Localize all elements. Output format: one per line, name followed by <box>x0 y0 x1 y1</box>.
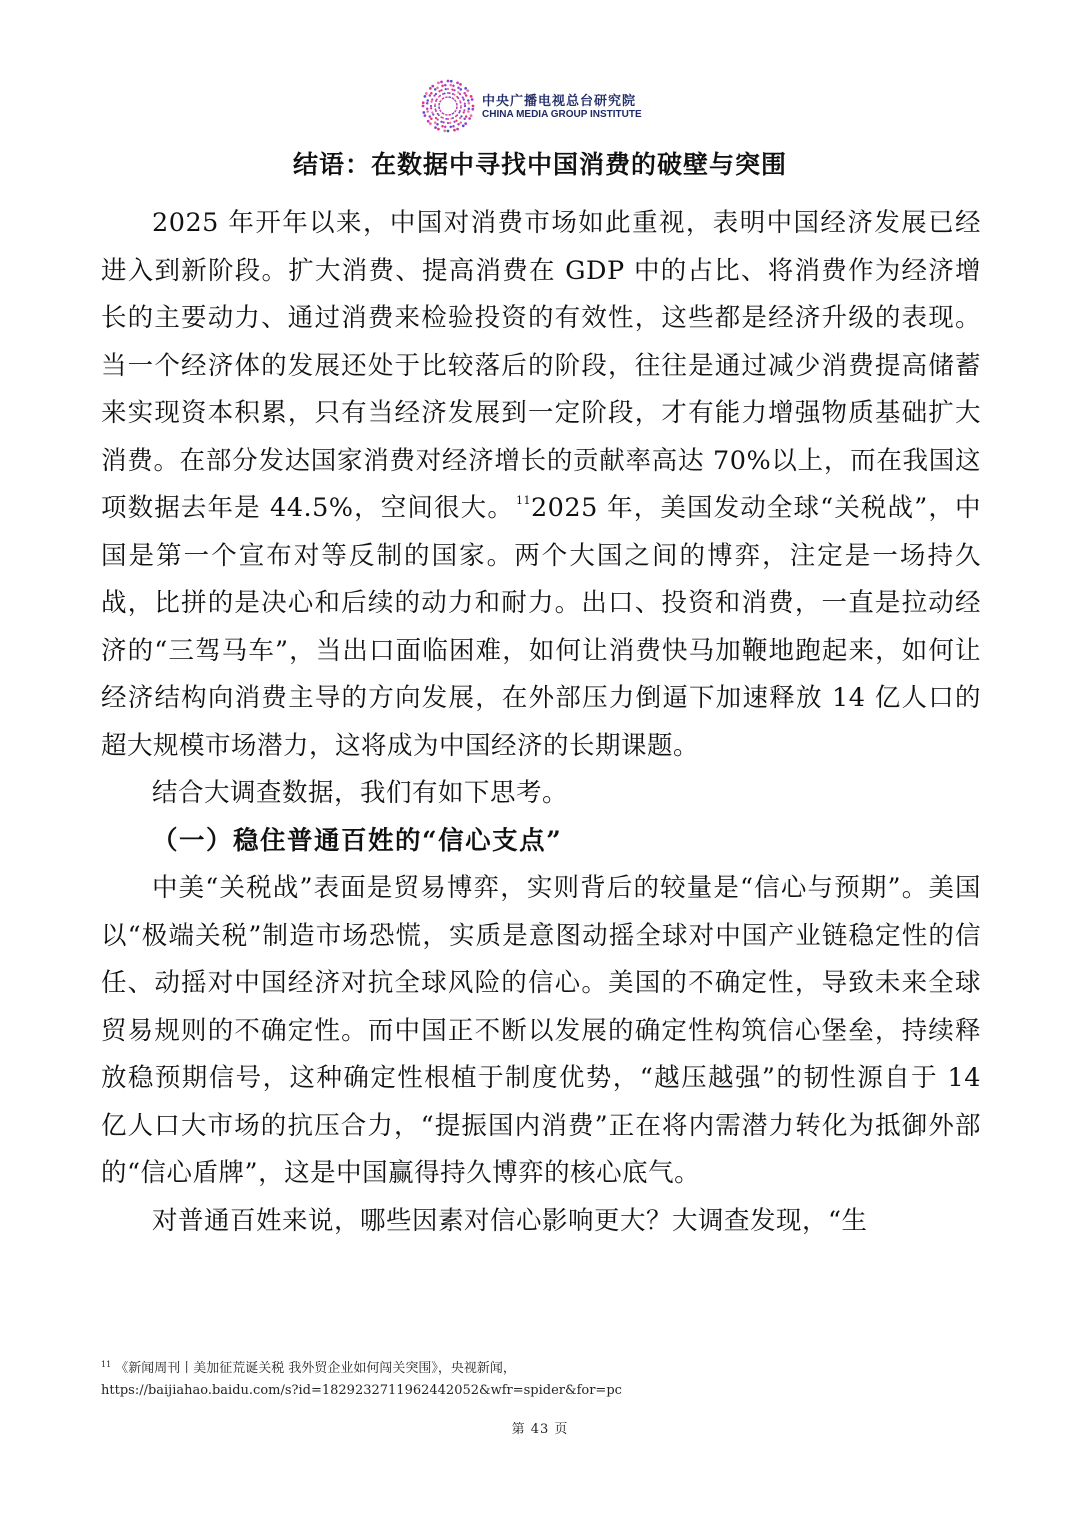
logo-dot <box>463 92 466 95</box>
logo-dot <box>431 98 433 100</box>
logo-dot <box>467 99 470 102</box>
logo-dot <box>437 113 439 115</box>
logo-dot <box>460 121 463 124</box>
logo-dot <box>472 105 475 108</box>
logo-dot <box>427 120 430 123</box>
logo-dot <box>452 125 455 128</box>
logo-dot <box>438 103 440 105</box>
logo-dot <box>435 117 437 119</box>
logo-dot <box>443 97 445 99</box>
logo-dot <box>462 124 465 127</box>
logo-dot <box>434 105 436 107</box>
logo-dot <box>468 107 471 110</box>
logo-dot <box>449 122 451 124</box>
logo-dot <box>430 105 432 107</box>
logo-dot <box>453 89 455 91</box>
footnote-citation <box>101 1354 981 1380</box>
logo-dot <box>463 118 466 121</box>
logo-dot <box>438 106 440 108</box>
logo-dot <box>465 115 468 118</box>
logo-dot <box>462 96 464 98</box>
page-number: 第 43 页 <box>511 1422 569 1437</box>
logo-dot <box>467 110 470 113</box>
logo-dot <box>434 88 437 91</box>
logo-dot <box>447 88 449 90</box>
logo-dot <box>453 121 455 123</box>
logo-dot <box>452 113 454 115</box>
logo-dot <box>444 92 446 94</box>
logo-dot <box>456 128 459 131</box>
logo-dot <box>451 88 453 90</box>
paragraph-thoughts-intro: 结合大调查数据，我们有如下思考。 <box>152 778 569 808</box>
logo-dot <box>422 111 425 114</box>
logo-dot <box>446 96 448 98</box>
logo-dot <box>426 110 429 113</box>
logo-dot <box>437 128 440 131</box>
org-name-en: CHINA MEDIA GROUP INSTITUTE <box>482 109 642 120</box>
logo-dot <box>444 126 447 129</box>
logo-dot <box>463 98 465 100</box>
logo-dot <box>429 94 432 97</box>
logo-dot <box>464 103 466 105</box>
logo-dot <box>438 90 440 92</box>
logo-dot <box>452 84 455 87</box>
logo-dot <box>459 83 462 86</box>
logo-dot <box>457 97 459 99</box>
logo-dot <box>454 94 456 96</box>
logo-dot <box>433 95 435 97</box>
logo-dot <box>453 129 456 132</box>
logo-dot <box>430 107 432 109</box>
logo-dot <box>445 118 447 120</box>
logo-dot <box>464 105 466 107</box>
logo-dot <box>447 130 450 133</box>
logo-dot <box>448 114 450 116</box>
logo-dot <box>440 89 442 91</box>
footnote-text: 《新闻周刊丨美加征荒诞关税 我外贸企业如何闯关突围》，央视新闻， <box>115 1361 516 1376</box>
logo-dot <box>447 118 449 120</box>
logo-dot <box>457 123 460 126</box>
logo-dot <box>470 95 473 98</box>
logo-dot <box>470 114 473 117</box>
logo-dot <box>441 116 443 118</box>
logo-dot <box>426 107 429 110</box>
body-text <box>101 200 981 1245</box>
logo-dot <box>471 108 474 111</box>
logo-dot <box>456 82 459 85</box>
logo-dot <box>471 98 474 101</box>
logo-dot <box>426 99 429 102</box>
logo-dot <box>447 92 449 94</box>
logo-dot <box>440 80 443 83</box>
logo-dot <box>432 113 434 115</box>
logo-dot <box>457 91 459 93</box>
logo-dot <box>460 102 462 104</box>
logo-dot <box>466 89 469 92</box>
logo-dot <box>444 84 447 87</box>
logo-dot <box>422 105 425 108</box>
logo-dot <box>425 92 428 95</box>
section-title: 结语：在数据中寻找中国消费的破壁与突围 <box>292 150 787 179</box>
footnote-number: 11 <box>101 1360 112 1369</box>
logo-dot <box>434 108 436 110</box>
logo-dot <box>465 94 468 97</box>
logo-dot <box>460 88 463 91</box>
logo-dot <box>459 117 461 119</box>
logo-dot <box>464 122 467 125</box>
logo-dot <box>430 100 432 102</box>
logo-dot <box>426 102 429 105</box>
logo-dot <box>463 109 465 111</box>
logo-dot <box>460 115 462 117</box>
logo-dot <box>440 121 442 123</box>
logo-dot <box>436 87 439 90</box>
logo-dot <box>429 115 432 118</box>
logo-dot <box>441 125 444 128</box>
logo-dot <box>460 107 462 109</box>
paragraph-consumption-stage <box>101 200 981 770</box>
logo-dot <box>449 96 451 98</box>
logo-dot <box>436 123 439 126</box>
logo-dot <box>450 80 453 83</box>
paragraph-tariff-war: 中美“关税战”表面是贸易博弈，实则背后的较量是“信心与预期”。美国以“极端关税”制造市场恐慌，实质是意图动摇全球对中国产业链稳定性的信任、动摇对中国经济对抗全球风险的信心。美国的不确定性，导致未来全球贸易规则的不确定性。而中国正不断以发展的确定性构筑信心堡垒，持续释放稳预期信号，这种确定性根植于制度优势，“越压越强”的韧性源自于 14 亿人口大市场的抗压合力，“提振国内消费”正在将内需潜力转化为抵御外部的“信心盾牌”，这是中国赢得持久博弈的核心底气。 <box>101 873 981 1188</box>
logo-dot <box>422 101 425 104</box>
logo-dot <box>449 92 451 94</box>
logo-dot <box>445 114 447 116</box>
logo-dot <box>431 85 434 88</box>
subheading-confidence: （一）稳住普通百姓的“信心支点” <box>152 825 563 856</box>
logo-dot <box>434 103 436 105</box>
logo-dot <box>454 111 456 113</box>
logo-dot <box>431 111 433 113</box>
logo-dot <box>443 129 446 132</box>
logo-dot <box>436 99 438 101</box>
logo-dot <box>434 126 437 129</box>
logo-dot <box>455 115 457 117</box>
logo-dot <box>437 82 440 85</box>
logo-dot <box>456 104 458 106</box>
org-name-cn: 中央广播电视总台研究院 <box>482 94 637 109</box>
page-header <box>420 78 680 134</box>
logo-dot <box>442 112 444 114</box>
logo-dot <box>440 100 442 102</box>
logo-dot <box>424 95 427 98</box>
paragraph-text: 2025 年开年以来，中国对消费市场如此重视，表明中国经济发展已经进入到新阶段。扩大消费、提高消费在 GDP 中的占比、将消费作为经济增长的主要动力、通过消费来检验投资的有效性，这些都是经济升级的表现。当一个经济体的发展还处于比较落后的阶段，往往是通过减少消费提高储蓄来实现资本积累，只有当经济发展到一定阶段，才有能力增强物质基础扩大消费。在部分发达国家消费对经济增长的贡献率高达 70%以上，而在我国这项数据去年是 44.5%，空间很大。 <box>101 208 981 523</box>
logo-dot <box>441 84 444 87</box>
logo-dot <box>449 126 452 129</box>
logo-dot <box>453 98 455 100</box>
logo-dot <box>439 110 441 112</box>
logo-dot <box>468 117 471 120</box>
logo-dot <box>430 92 433 95</box>
paragraph-text-continued: 2025 年，美国发动全球“关税战”，中国是第一个宣布对等反制的国家。两个大国之间的博弈，注定是一场持久战，比拼的是决心和后续的动力和耐力。出口、投资和消费，一直是拉动经济的“三驾马车”，当出口面临困难，如何让消费快马加鞭地跑起来，如何让经济结构向消费主导的方向发展，在外部压力倒逼下加速释放 14 亿人口的超大规模市场潜力，这将成为中国经济的长期课题。 <box>101 493 981 761</box>
logo-dot <box>445 88 447 90</box>
logo-dot <box>458 112 460 114</box>
logo-dot <box>429 87 432 90</box>
logo-dot <box>430 118 433 121</box>
logo-dot <box>447 122 449 124</box>
footnote <box>101 1354 981 1402</box>
logo-dot <box>437 118 439 120</box>
logo-dot <box>434 121 437 124</box>
logo-dot <box>464 87 467 90</box>
logo-dot <box>449 84 452 87</box>
footnote-ref: 11 <box>515 494 531 507</box>
logo-dot <box>424 114 427 117</box>
cmg-institute-logo <box>420 78 476 134</box>
logo-dot <box>459 93 461 95</box>
logo-dot <box>468 102 471 105</box>
logo-dot <box>460 105 462 107</box>
logo-dot <box>435 93 437 95</box>
logo-dot <box>439 95 441 97</box>
logo-dot <box>455 120 457 122</box>
logo-dot <box>442 121 444 123</box>
footnote-url[interactable]: https://baijiahao.baidu.com/s?id=1829232711962442052&wfr=spider&for=pc <box>101 1383 622 1398</box>
logo-dot <box>456 107 458 109</box>
logo-dot <box>463 111 465 113</box>
logo-dot <box>429 122 432 125</box>
logo-dot <box>455 101 457 103</box>
logo-dot <box>457 87 460 90</box>
logo-dot <box>447 80 450 83</box>
paragraph-common-people: 对普通百姓来说，哪些因素对信心影响更大？大调查发现，“生 <box>152 1205 868 1236</box>
logo-dot <box>450 118 452 120</box>
